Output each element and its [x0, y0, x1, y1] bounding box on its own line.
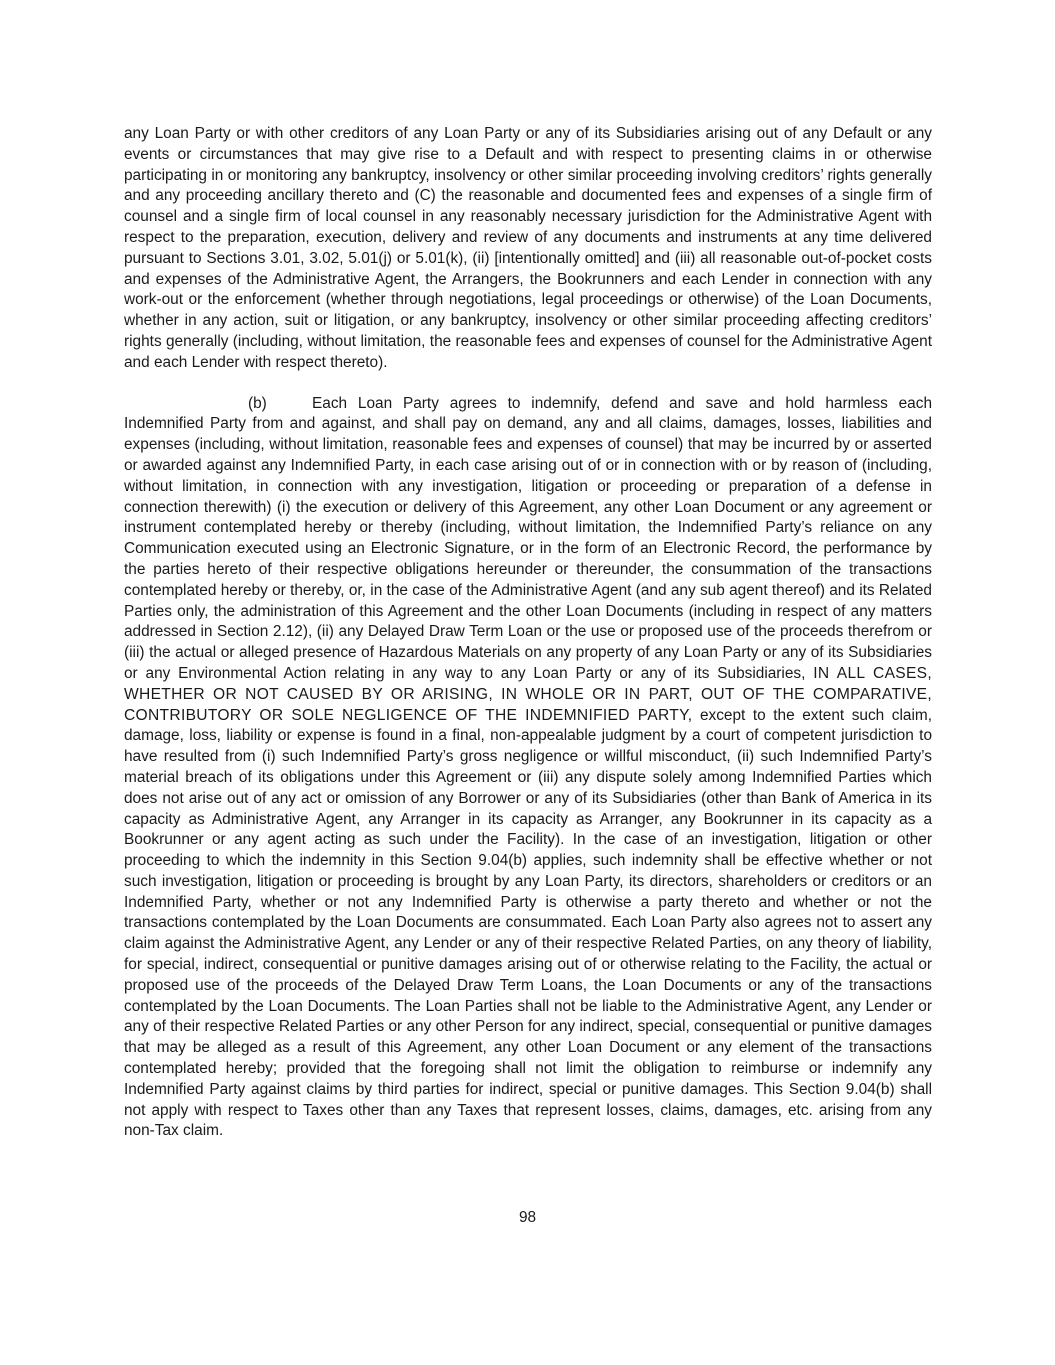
paragraph-a-continued: any Loan Party or with other creditors of any Loan Party or any of its Subsidiaries arising out of any Default or any events or circumstances that may give rise to a Default and with respect to presenting claims in or otherwise participating in or monitoring any bankruptcy, insolvency or other similar proceeding involving creditors’ rights generally and any proceeding ancillary thereto and (C) the reasonable and documented fees and expenses of a single firm of counsel and a single firm of local counsel in any reasonably necessary jurisdiction for the Administrative Agent with respect to the preparation, execution, delivery and review of any documents and instruments at any time delivered pursuant to Sections 3.01, 3.02, 5.01(j) or 5.01(k), (ii) [intentionally omitted] and (iii) all reasonable out-of-pocket costs and expenses of the Administrative Agent, the Arrangers, the Bookrunners and each Lender in connection with any work-out or the enforcement (whether through negotiations, legal proceedings or otherwise) of the Loan Documents, whether in any action, suit or litigation, or any bankruptcy, insolvency or other similar proceeding affecting creditors’ rights generally (including, without limitation, the reasonable fees and expenses of counsel for the Administrative Agent and each Lender with respect thereto). — [124, 125, 932, 371]
paragraph-b-part2: except to the extent such claim, damage, loss, liability or expense is found in a final, non-appealable judgment by a court of competent jurisdiction to have resulted from (i) such Indemnified Party’s gross negligence or willful misconduct, (ii) such Indemnified Party’s material breach of its obligations under this Agreement or (iii) any dispute solely among Indemnified Parties which does not arise out of any act or omission of any Borrower or any of its Subsidiaries (other than Bank of America in its capacity as Administrative Agent, any Arranger in its capacity as Arranger, any Bookrunner in its capacity as a Bookrunner or any agent acting as such under the Facility). In the case of an investigation, litigation or other proceeding to which the indemnity in this Section 9.04(b) applies, such indemnity shall be effective whether or not such investigation, litigation or proceeding is brought by any Loan Party, its directors, shareholders or creditors or an Indemnified Party, whether or not any Indemnified Party is otherwise a party thereto and whether or not the transactions contemplated by the Loan Documents are consummated. Each Loan Party also agrees not to assert any claim against the Administrative Agent, any Lender or any of their respective Related Parties, on any theory of liability, for special, indirect, consequential or punitive damages arising out of or otherwise relating to the Facility, the actual or proposed use of the proceeds of the Delayed Draw Term Loans, the Loan Documents or any of the transactions contemplated by the Loan Documents. The Loan Parties shall not be liable to the Administrative Agent, any Lender or any of their respective Related Parties or any other Person for any indirect, special, consequential or punitive damages that may be alleged as a result of this Agreement, any other Loan Document or any element of the transactions contemplated hereby; provided that the foregoing shall not limit the obligation to reimburse or indemnify any Indemnified Party against claims by third parties for indirect, special or punitive damages. This Section 9.04(b) shall not apply with respect to Taxes other than any Taxes that represent losses, claims, damages, etc. arising from any non-Tax claim. — [124, 706, 932, 1140]
paragraph-b-part1: Each Loan Party agrees to indemnify, defend and save and hold harmless each Indemnified Party from and against, and shall pay on demand, any and all claims, damages, losses, liabilities and expenses (including, without limitation, reasonable fees and expenses of counsel) that may be incurred by or asserted or awarded against any Indemnified Party, in each case arising out of or in connection with or by reason of (including, without limitation, in connection with any investigation, litigation or proceeding or preparation of a defense in connection therewith) (i) the execution or delivery of this Agreement, any other Loan Document or any agreement or instrument contemplated hereby or thereby (including, without limitation, the Indemnified Party’s reliance on any Communication executed using an Electronic Signature, or in the form of an Electronic Record, the performance by the parties hereto of their respective obligations hereunder or thereunder, the consummation of the transactions contemplated hereby or thereby, or, in the case of the Administrative Agent (and any sub agent thereof) and its Related Parties only, the administration of this Agreement and the other Loan Documents (including in respect of any matters addressed in Section 2.12), (ii) any Delayed Draw Term Loan or the use or proposed use of the proceeds therefrom or (iii) the actual or alleged presence of Hazardous Materials on any property of any Loan Party or any of its Subsidiaries or any Environmental Action relating in any way to any Loan Party or any of its Subsidiaries, — [124, 394, 932, 682]
paragraph-b-label: (b) — [248, 394, 267, 412]
paragraph-b-caps: IN ALL CASES, WHETHER OR NOT CAUSED BY OR ARISING, IN WHOLE OR IN PART, OUT OF THE COMPARATIVE, CONTRIBUTORY OR SOLE NEGLIGENCE OF THE INDEMNIFIED PARTY, — [124, 664, 933, 724]
page-number: 98 — [518, 1209, 537, 1226]
paragraph-b — [124, 394, 932, 1143]
document-page — [124, 124, 932, 1142]
